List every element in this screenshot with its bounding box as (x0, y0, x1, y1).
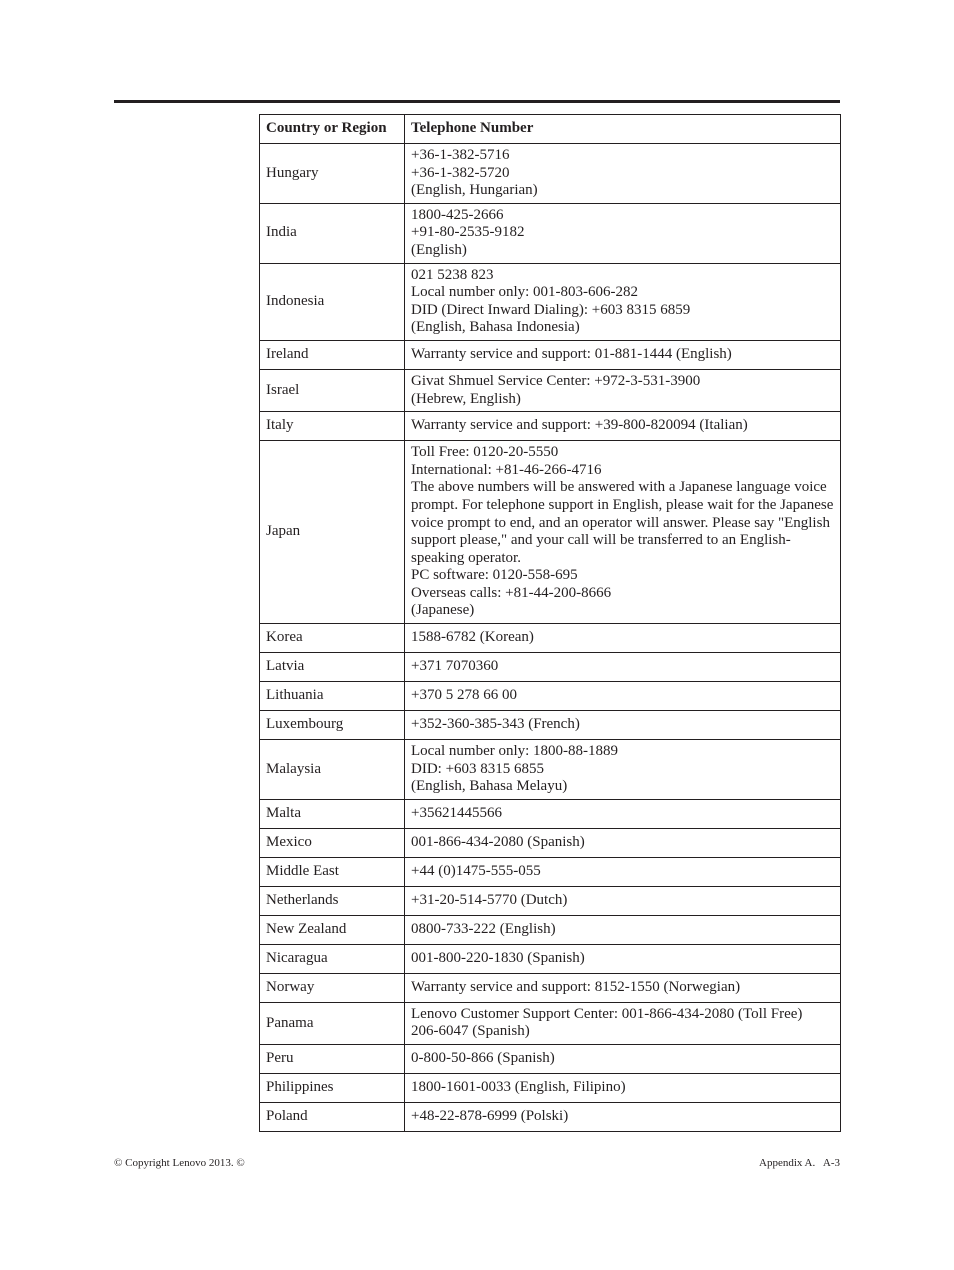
table-row (260, 1002, 841, 1044)
country-cell: Nicaragua (260, 944, 405, 973)
table-row (260, 1074, 841, 1103)
table-row (260, 412, 841, 441)
header-country: Country or Region (260, 115, 405, 144)
country-cell: Latvia (260, 653, 405, 682)
table-row (260, 340, 841, 369)
telephone-cell: +48-22-878-6999 (Polski) (405, 1103, 841, 1132)
telephone-cell: +36-1-382-5716 +36-1-382-5720 (English, Hungarian) (405, 144, 841, 204)
country-cell: Luxembourg (260, 711, 405, 740)
telephone-cell: +44 (0)1475-555-055 (405, 857, 841, 886)
telephone-cell: Local number only: 1800-88-1889 DID: +603 8315 6855 (English, Bahasa Melayu) (405, 740, 841, 800)
country-cell: Indonesia (260, 263, 405, 340)
telephone-cell: 0-800-50-866 (Spanish) (405, 1045, 841, 1074)
table-row (260, 369, 841, 411)
telephone-cell: +31-20-514-5770 (Dutch) (405, 886, 841, 915)
footer-page-label: Appendix A. A-3 (759, 1157, 840, 1169)
country-cell: Hungary (260, 144, 405, 204)
country-cell: Middle East (260, 857, 405, 886)
table-row (260, 441, 841, 624)
table-row (260, 1045, 841, 1074)
country-cell: New Zealand (260, 915, 405, 944)
telephone-cell: 1800-425-2666 +91-80-2535-9182 (English) (405, 203, 841, 263)
country-cell: Italy (260, 412, 405, 441)
telephone-cell: Warranty service and support: 8152-1550 (Norwegian) (405, 973, 841, 1002)
table-row (260, 886, 841, 915)
table-row (260, 203, 841, 263)
telephone-cell: 001-866-434-2080 (Spanish) (405, 828, 841, 857)
footer-copyright: © Copyright Lenovo 2013. © (114, 1157, 245, 1169)
table-row (260, 799, 841, 828)
table-row (260, 828, 841, 857)
country-cell: Ireland (260, 340, 405, 369)
country-cell: Poland (260, 1103, 405, 1132)
telephone-cell: Givat Shmuel Service Center: +972-3-531-3900 (Hebrew, English) (405, 369, 841, 411)
telephone-cell: +370 5 278 66 00 (405, 682, 841, 711)
telephone-cell: +35621445566 (405, 799, 841, 828)
table-row (260, 857, 841, 886)
country-cell: Peru (260, 1045, 405, 1074)
telephone-cell: 021 5238 823 Local number only: 001-803-606-282 DID (Direct Inward Dialing): +603 8315 6859 (English, Bahasa Indonesia) (405, 263, 841, 340)
table-row (260, 915, 841, 944)
country-cell: Malaysia (260, 740, 405, 800)
country-cell: Israel (260, 369, 405, 411)
telephone-cell: +371 7070360 (405, 653, 841, 682)
telephone-cell: 1800-1601-0033 (English, Filipino) (405, 1074, 841, 1103)
table-row (260, 1103, 841, 1132)
table-row (260, 682, 841, 711)
country-cell: Norway (260, 973, 405, 1002)
table-row (260, 740, 841, 800)
top-rule (114, 100, 840, 103)
telephone-cell: 001-800-220-1830 (Spanish) (405, 944, 841, 973)
table-row (260, 653, 841, 682)
table-row (260, 973, 841, 1002)
country-cell: Japan (260, 441, 405, 624)
country-cell: Korea (260, 624, 405, 653)
telephone-cell: Warranty service and support: +39-800-820094 (Italian) (405, 412, 841, 441)
telephone-cell: Toll Free: 0120-20-5550 International: +81-46-266-4716 The above numbers will be answered with a Japanese language voice prompt. For telephone support in English, please wait for the Japanese voice prompt to end, and an operator will answer. Please say "English support please," and your call will be transferred to an English-speaking operator. PC software: 0120-558-695 Overseas calls: +81-44-200-8666 (Japanese) (405, 441, 841, 624)
country-cell: Malta (260, 799, 405, 828)
telephone-cell: +352-360-385-343 (French) (405, 711, 841, 740)
table-row (260, 624, 841, 653)
table-row (260, 711, 841, 740)
telephone-cell: 0800-733-222 (English) (405, 915, 841, 944)
telephone-table (259, 114, 841, 1132)
header-telephone: Telephone Number (405, 115, 841, 144)
table-row (260, 263, 841, 340)
country-cell: Netherlands (260, 886, 405, 915)
country-cell: Lithuania (260, 682, 405, 711)
telephone-cell: Warranty service and support: 01-881-1444 (English) (405, 340, 841, 369)
country-cell: Philippines (260, 1074, 405, 1103)
telephone-cell: Lenovo Customer Support Center: 001-866-434-2080 (Toll Free) 206-6047 (Spanish) (405, 1002, 841, 1044)
telephone-cell: 1588-6782 (Korean) (405, 624, 841, 653)
table-row (260, 144, 841, 204)
table-row (260, 944, 841, 973)
table-header-row (260, 115, 841, 144)
country-cell: Panama (260, 1002, 405, 1044)
country-cell: India (260, 203, 405, 263)
country-cell: Mexico (260, 828, 405, 857)
